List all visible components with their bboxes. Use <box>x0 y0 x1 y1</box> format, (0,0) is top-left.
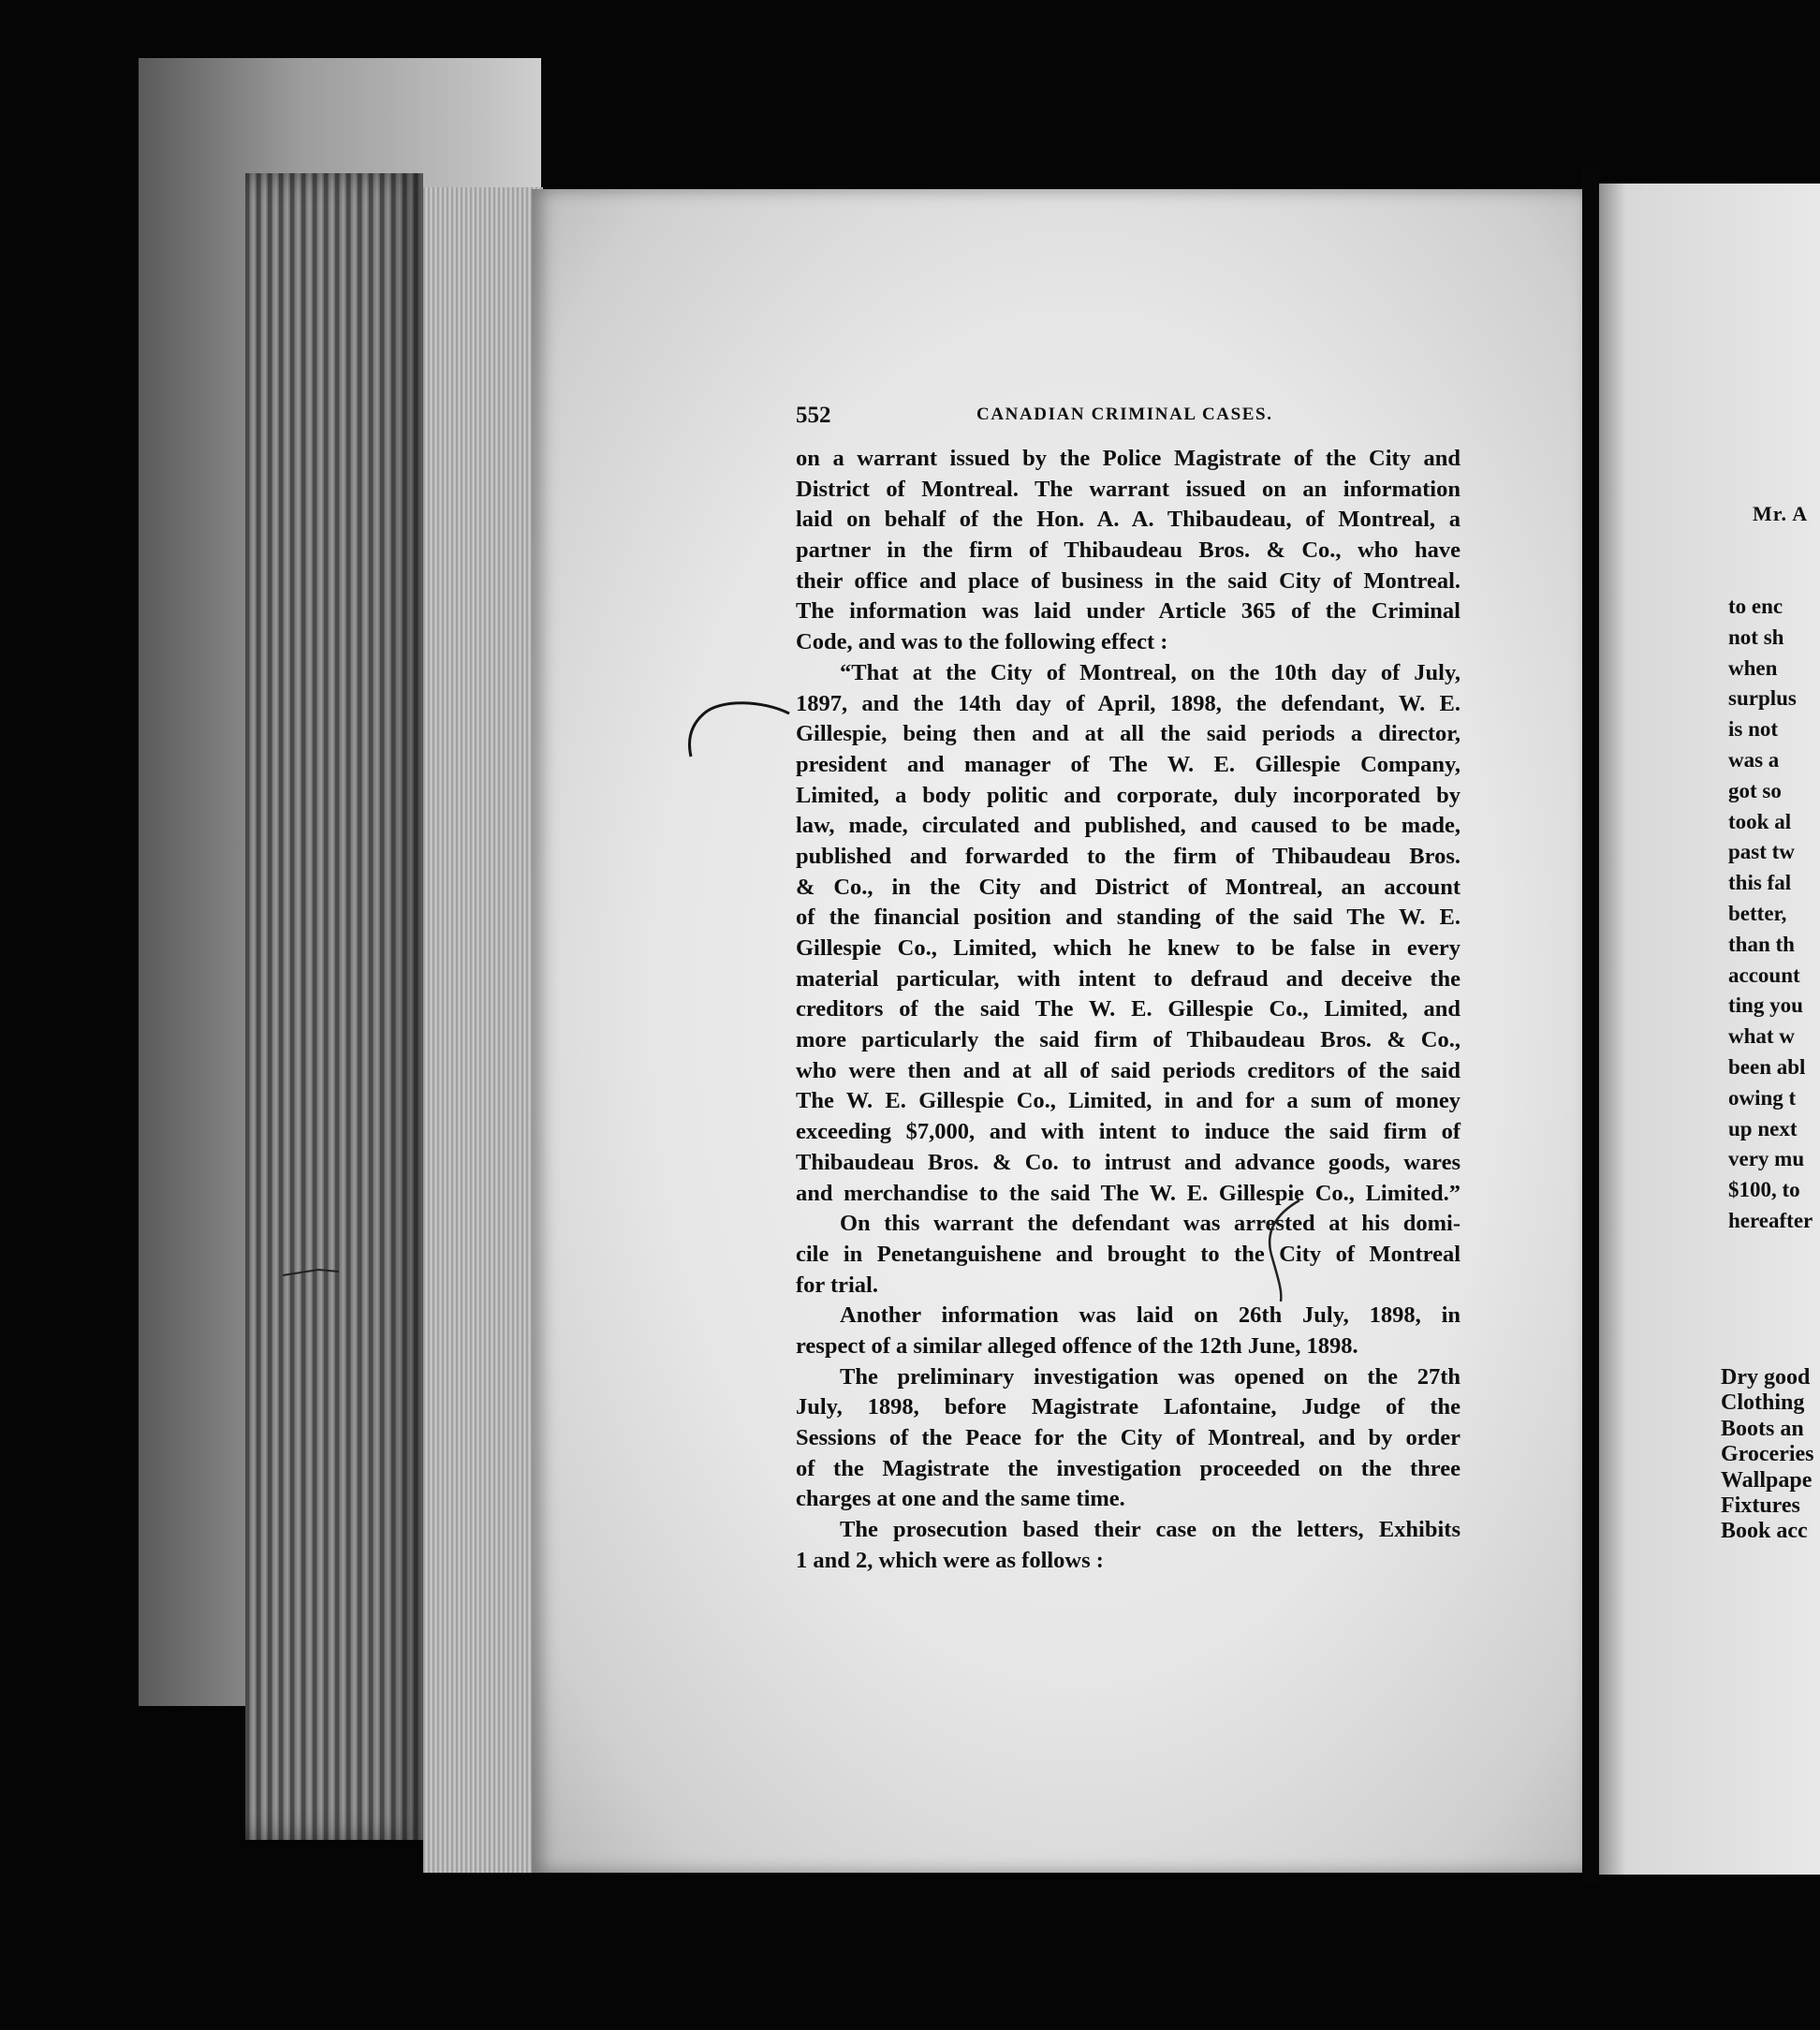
text-line: who were then and at all of said periods creditors of the said <box>796 1057 1460 1083</box>
body-text <box>796 444 1460 1576</box>
text-line: Gillespie, being then and at all the said periods a director, <box>796 721 1460 747</box>
text-line: of the financial position and standing of the said The W. E. <box>796 905 1460 931</box>
text-line: The preliminary investigation was opened on the 27th <box>840 1363 1460 1390</box>
text-line: July, 1898, before Magistrate Lafontaine, Judge of the <box>796 1394 1460 1420</box>
right-text-line: account <box>1728 963 1800 987</box>
right-text-line: what w <box>1728 1024 1795 1049</box>
text-line: 1897, and the 14th day of April, 1898, the defendant, W. E. <box>796 690 1460 716</box>
right-text-line: up next <box>1728 1116 1798 1140</box>
right-text-line: $100, to <box>1728 1178 1800 1202</box>
right-list-item: Dry good <box>1721 1365 1811 1390</box>
text-line: more particularly the said firm of Thibaudeau Bros. & Co., <box>796 1027 1460 1053</box>
running-head: CANADIAN CRIMINAL CASES. <box>976 405 1273 424</box>
right-text-line: took al <box>1728 809 1792 833</box>
right-text-line: surplus <box>1728 686 1797 711</box>
right-page-list <box>1721 1365 1814 1545</box>
text-line: The W. E. Gillespie Co., Limited, in and for a sum of money <box>796 1088 1460 1114</box>
right-text-line: is not <box>1728 717 1779 742</box>
right-list-item: Groceries <box>1721 1442 1814 1467</box>
right-text-line: than th <box>1728 932 1795 956</box>
text-line: cile in Penetanguishene and brought to the City of Montreal <box>796 1241 1460 1267</box>
text-line: Sessions of the Peace for the City of Montreal, and by order <box>796 1425 1460 1450</box>
text-line: The information was laid under Article 365 of the Criminal <box>796 598 1460 625</box>
text-line: material particular, with intent to defraud and deceive the <box>796 965 1460 992</box>
text-line: on a warrant issued by the Police Magistrate of the City and <box>796 446 1460 471</box>
text-line: law, made, circulated and published, and caused to be made, <box>796 813 1460 839</box>
text-line: president and manager of The W. E. Gillespie Company, <box>796 751 1460 777</box>
right-text-line: got so <box>1728 778 1782 802</box>
right-list-item: Fixtures <box>1721 1493 1800 1519</box>
text-line: and merchandise to the said The W. E. Gillespie Co., Limited.” <box>796 1180 1460 1206</box>
right-list-item: Wallpape <box>1721 1467 1813 1493</box>
text-line: respect of a similar alleged offence of the 12th June, 1898. <box>796 1332 1358 1359</box>
text-line: for trial. <box>796 1272 878 1298</box>
text-line: Another information was laid on 26th July, 1898, in <box>840 1302 1460 1329</box>
right-text-line: very mu <box>1728 1147 1805 1171</box>
text-line: their office and place of business in the said City of Montreal. <box>796 567 1460 594</box>
text-line: charges at one and the same time. <box>796 1486 1125 1512</box>
page-stack-edge <box>245 173 423 1840</box>
right-list-item: Book acc <box>1721 1519 1808 1544</box>
text-line: & Co., in the City and District of Montreal, an account <box>796 874 1460 900</box>
right-text-line: ting you <box>1728 993 1803 1018</box>
right-text-line: owing t <box>1728 1085 1797 1110</box>
text-line: Code, and was to the following effect : <box>796 629 1168 655</box>
book-gutter <box>1582 169 1599 1882</box>
page-stack-edge-inner <box>423 187 543 1873</box>
right-text-line: to enc <box>1728 595 1783 618</box>
text-line: laid on behalf of the Hon. A. A. Thibaudeau, of Montreal, a <box>796 507 1460 533</box>
text-line: Thibaudeau Bros. & Co. to intrust and advance goods, wares <box>796 1149 1460 1175</box>
text-line: District of Montreal. The warrant issued on an information <box>796 476 1460 502</box>
page-number: 552 <box>796 403 831 428</box>
text-line: of the Magistrate the investigation proceeded on the three <box>796 1455 1460 1481</box>
text-line: The prosecution based their case on the letters, Exhibits <box>840 1517 1460 1543</box>
text-line: 1 and 2, which were as follows : <box>796 1547 1104 1573</box>
right-page-text <box>1728 592 1813 1237</box>
right-list-item: Clothing <box>1721 1390 1805 1416</box>
right-text-line: past tw <box>1728 840 1795 864</box>
right-text-line: better, <box>1728 901 1787 925</box>
right-text-line: hereafter <box>1728 1208 1813 1232</box>
right-text-line: been abl <box>1728 1054 1806 1079</box>
right-text-line: this fal <box>1728 871 1792 895</box>
text-line: partner in the firm of Thibaudeau Bros. & Co., who have <box>796 537 1460 564</box>
right-page-heading: Mr. A <box>1753 502 1809 525</box>
right-list-item: Boots an <box>1721 1416 1804 1441</box>
text-line: Gillespie Co., Limited, which he knew to be false in every <box>796 935 1460 961</box>
text-line: On this warrant the defendant was arrested at his domi- <box>840 1211 1460 1237</box>
right-text-line: when <box>1728 655 1778 680</box>
right-text-line: was a <box>1728 747 1780 772</box>
text-line: Limited, a body politic and corporate, duly incorporated by <box>796 782 1460 808</box>
text-line: “That at the City of Montreal, on the 10th day of July, <box>840 659 1460 685</box>
text-line: published and forwarded to the firm of Thibaudeau Bros. <box>796 843 1460 869</box>
text-line: creditors of the said The W. E. Gillespie Co., Limited, and <box>796 996 1460 1022</box>
right-text-line: not sh <box>1728 625 1784 649</box>
text-line: exceeding $7,000, and with intent to induce the said firm of <box>796 1119 1460 1145</box>
